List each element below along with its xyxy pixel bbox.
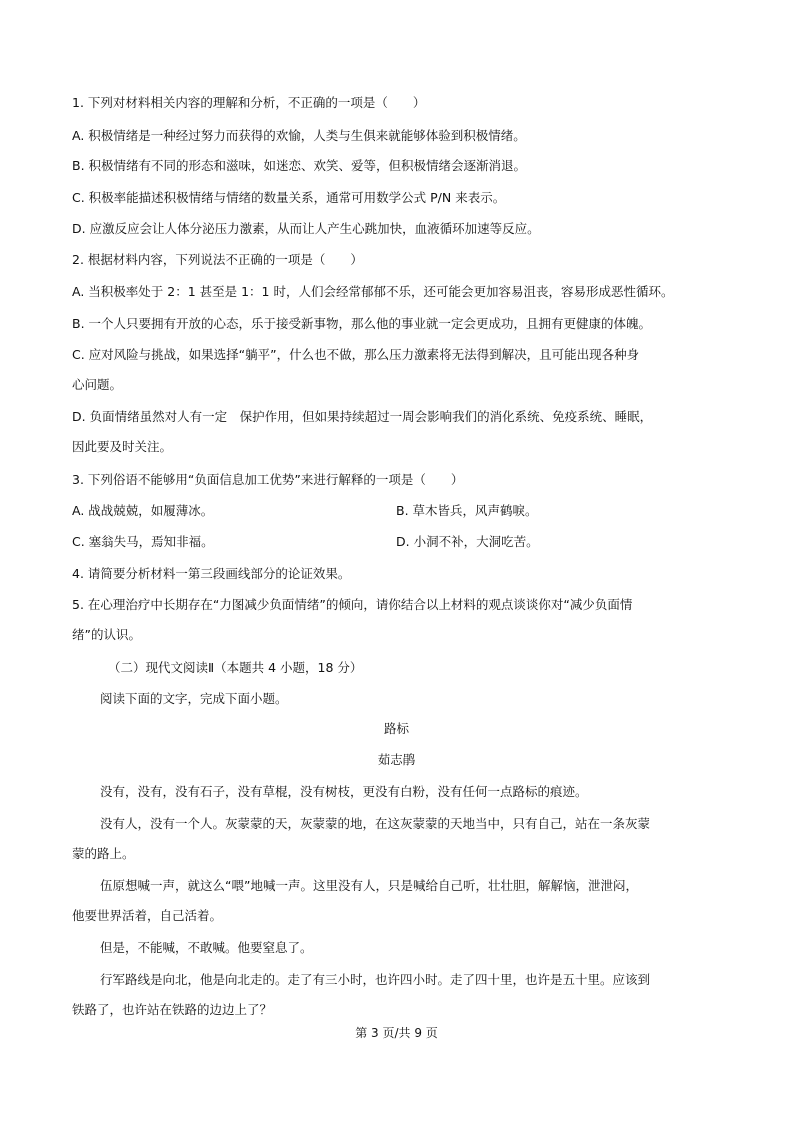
- story-paragraph-4: 但是，不能喊，不敢喊。他要窒息了。: [100, 940, 313, 955]
- story-paragraph-2-line1: 没有人，没有一个人。灰蒙蒙的天，灰蒙蒙的地，在这灰蒙蒙的天地当中，只有自己，站在一条灰蒙: [100, 816, 651, 831]
- q3-option-a: A. 战战兢兢，如履薄冰。: [72, 503, 214, 518]
- story-paragraph-5-line1: 行军路线是向北，他是向北走的。走了有三小时，也许四小时。走了四十里，也许是五十里。应该到: [100, 972, 651, 987]
- story-paragraph-3-line1: 伍原想喊一声，就这么“喂”地喊一声。这里没有人，只是喊给自己听，壮壮胆，解解恼，泄泄闷，: [100, 878, 638, 893]
- q3-option-b: B. 草木皆兵，风声鹤唳。: [396, 503, 538, 518]
- q3-option-d: D. 小洞不补，大洞吃苦。: [396, 534, 539, 549]
- section-instruction: 阅读下面的文字，完成下面小题。: [100, 691, 288, 706]
- q3-option-c: C. 塞翁失马，焉知非福。: [72, 534, 214, 549]
- q5-line2: 绪”的认识。: [72, 627, 141, 642]
- story-title: 路标: [383, 721, 409, 736]
- story-paragraph-1: 没有，没有，没有石子，没有草棍，没有树枝，更没有白粉，没有任何一点路标的痕迹。: [100, 784, 588, 799]
- q5-line1: 5. 在心理治疗中长期存在“力图减少负面情绪”的倾向，请你结合以上材料的观点谈谈你对“减少负面情: [72, 597, 633, 612]
- q1-stem: 1. 下列对材料相关内容的理解和分析，不正确的一项是（ ）: [72, 95, 426, 110]
- q1-option-d: D. 应激反应会让人体分泌压力激素，从而让人产生心跳加快，血液循环加速等反应。: [72, 221, 540, 236]
- q1-option-a: A. 积极情绪是一种经过努力而获得的欢愉，人类与生俱来就能够体验到积极情绪。: [72, 128, 526, 143]
- q2-option-c-line1: C. 应对风险与挑战，如果选择“躺平”，什么也不做，那么压力激素将无法得到解决，且可能出现各种身: [72, 347, 640, 362]
- q2-stem: 2. 根据材料内容，下列说法不正确的一项是（ ）: [72, 252, 363, 267]
- q1-option-b: B. 积极情绪有不同的形态和滋味，如迷恋、欢笑、爱等，但积极情绪会逐渐消退。: [72, 158, 527, 173]
- section-heading: （二）现代文阅读Ⅱ（本题共 4 小题，18 分）: [108, 660, 363, 675]
- q2-option-b: B. 一个人只要拥有开放的心态，乐于接受新事物，那么他的事业就一定会更成功，且拥有更健康的体魄。: [72, 316, 652, 331]
- q2-option-c-line2: 心问题。: [72, 377, 123, 392]
- q2-option-a: A. 当积极率处于 2：1 甚至是 1：1 时，人们会经常郁郁不乐，还可能会更加容易沮丧，容易形成恶性循环。: [72, 284, 674, 299]
- question-4: 4. 请简要分析材料一第三段画线部分的论证效果。: [72, 566, 351, 581]
- story-paragraph-2-line2: 蒙的路上。: [72, 846, 135, 861]
- story-paragraph-3-line2: 他要世界活着，自己活着。: [72, 908, 223, 923]
- q2-option-d-line1: D. 负面情绪虽然对人有一定 保护作用，但如果持续超过一周会影响我们的消化系统、免疫系统、睡眠，: [72, 409, 653, 424]
- q3-stem: 3. 下列俗语不能够用“负面信息加工优势”来进行解释的一项是（ ）: [72, 472, 464, 487]
- q2-option-d-line2: 因此要及时关注。: [72, 439, 173, 454]
- page-footer: 第 3 页/共 9 页: [355, 1026, 438, 1040]
- story-paragraph-5-line2: 铁路了，也许站在铁路的边边上了？: [72, 1002, 273, 1017]
- q1-option-c: C. 积极率能描述积极情绪与情绪的数量关系，通常可用数学公式 P/N 来表示。: [72, 190, 506, 205]
- story-author: 茹志鹃: [377, 752, 416, 767]
